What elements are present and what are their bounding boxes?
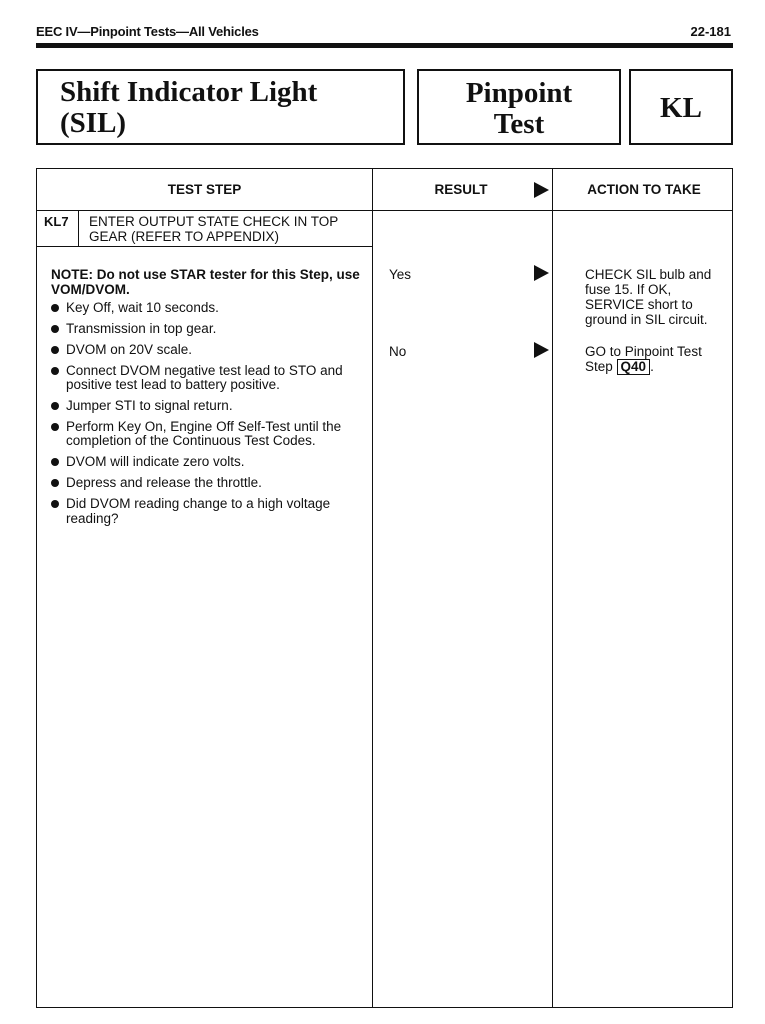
page-title [60, 77, 317, 139]
arrow-right-icon [534, 342, 549, 358]
bullet-icon [51, 346, 59, 354]
step-id: KL7 [37, 211, 79, 247]
arrow-right-icon [534, 182, 549, 198]
list-item: Did DVOM reading change to a high voltage reading? [51, 497, 363, 526]
step-title: ENTER OUTPUT STATE CHECK IN TOP GEAR (REFER TO APPENDIX) [89, 214, 339, 244]
arrow-right-icon [534, 265, 549, 281]
bullet-icon [51, 367, 59, 375]
pinpoint-table [36, 168, 733, 1008]
bullet-icon [51, 325, 59, 333]
list-item: Perform Key On, Engine Off Self-Test until the completion of the Continuous Test Codes. [51, 420, 363, 449]
list-item: DVOM will indicate zero volts. [51, 455, 363, 470]
header-rule [36, 43, 733, 48]
action-no [585, 344, 725, 375]
col-header-result: RESULT [434, 182, 488, 197]
col-header-test-step: TEST STEP [167, 182, 242, 197]
bullet-icon [51, 458, 59, 466]
result-no: No [389, 344, 407, 359]
bullet-icon [51, 423, 59, 431]
section-header: EEC IV—Pinpoint Tests—All Vehicles [36, 24, 259, 39]
bullet-icon [51, 479, 59, 487]
title-box [36, 69, 405, 145]
step-note: NOTE: Do not use STAR tester for this Step, use VOM/DVOM. [51, 267, 360, 297]
page-number: 22-181 [690, 24, 731, 39]
list-item: DVOM on 20V scale. [51, 343, 363, 358]
column-divider-1 [372, 169, 373, 1007]
step-reference-q40: Q40 [617, 359, 651, 375]
title-line-2: (SIL) [60, 107, 127, 139]
action-yes: CHECK SIL bulb and fuse 15. If OK, SERVICE short to ground in SIL circuit. [585, 267, 712, 327]
bullet-icon [51, 402, 59, 410]
list-item: Depress and release the throttle. [51, 476, 363, 491]
step-title-rule [79, 246, 373, 247]
pinpoint-box [417, 69, 621, 145]
list-item: Transmission in top gear. [51, 322, 363, 337]
pinpoint-line-2: Test [493, 108, 545, 140]
result-yes: Yes [389, 267, 412, 282]
list-item: Jumper STI to signal return. [51, 399, 363, 414]
column-divider-2 [552, 169, 553, 1007]
list-item: Key Off, wait 10 seconds. [51, 301, 363, 316]
step-instructions [51, 301, 363, 533]
list-item: Connect DVOM negative test lead to STO and positive test lead to battery positive. [51, 364, 363, 393]
pinpoint-label [419, 78, 619, 140]
col-header-action: ACTION TO TAKE [587, 182, 701, 197]
action-no-text: GO to Pinpoint Test Step [585, 344, 702, 374]
title-line-1: Shift Indicator Light [60, 76, 318, 108]
bullet-icon [51, 500, 59, 508]
test-code-box [629, 69, 733, 145]
action-no-suffix: . [650, 359, 654, 374]
pinpoint-line-1: Pinpoint [465, 77, 573, 109]
bullet-icon [51, 304, 59, 312]
test-code: KL [660, 92, 702, 124]
